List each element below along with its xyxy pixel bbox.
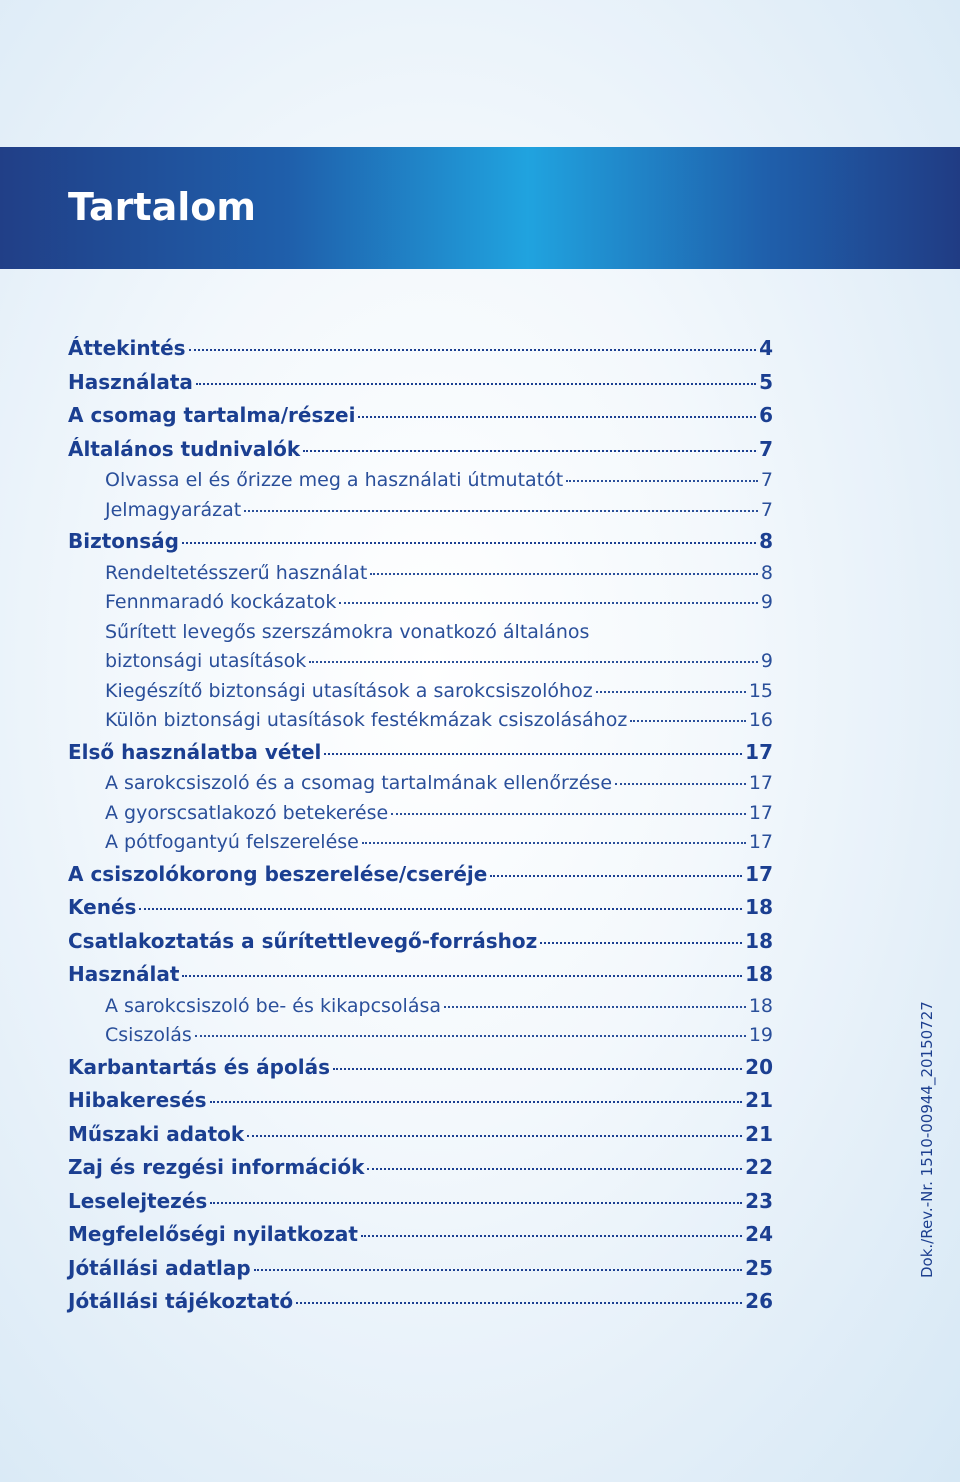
toc-entry[interactable] — [68, 1285, 773, 1319]
toc-entry-label: Jótállási tájékoztató — [68, 1289, 294, 1313]
toc-entry[interactable] — [68, 525, 773, 559]
toc-entry-label: A pótfogantyú felszerelése — [105, 831, 359, 853]
toc-entry-label: A csiszolókorong beszerelése/cseréje — [68, 861, 488, 886]
toc-page-number: 7 — [759, 436, 773, 461]
dot-leader — [195, 1035, 746, 1037]
toc-subentry[interactable] — [68, 647, 773, 677]
toc-page-number: 18 — [745, 962, 773, 986]
toc-entry-label: A gyorscsatlakozó betekerése — [105, 801, 389, 824]
dot-leader — [210, 1202, 742, 1204]
toc-entry-label: Kiegészítő biztonsági utasítások a sarokcsiszolóhoz — [105, 679, 593, 702]
toc-page-number: 25 — [745, 1255, 773, 1280]
dot-leader — [303, 450, 756, 452]
toc-subentry[interactable] — [68, 706, 773, 736]
dot-leader — [540, 942, 742, 944]
toc-page-number: 18 — [745, 928, 773, 953]
toc-entry-label: Műszaki adatok — [68, 1121, 245, 1146]
toc-page-number: 21 — [745, 1121, 773, 1146]
toc-page-number: 26 — [745, 1289, 773, 1313]
dot-leader — [615, 783, 746, 785]
toc-entry-label: Áttekintés — [68, 336, 186, 360]
document-number: Dok./Rev.-Nr. 1510-00944_20150727 — [918, 1001, 936, 1278]
toc-entry[interactable] — [68, 1252, 773, 1286]
toc-entry-label: Használata — [68, 369, 193, 394]
toc-page-number: 21 — [745, 1088, 773, 1112]
toc-page-number: 18 — [745, 895, 773, 919]
toc-subentry[interactable] — [68, 799, 773, 829]
toc-entry[interactable] — [68, 1185, 773, 1219]
dot-leader — [296, 1302, 742, 1304]
toc-entry[interactable] — [68, 366, 773, 400]
toc-entry[interactable] — [68, 1218, 773, 1252]
toc-entry-label: Külön biztonsági utasítások festékmázak csiszolásához — [105, 709, 628, 731]
toc-entry-label: A csomag tartalma/részei — [68, 403, 356, 427]
toc-page-number: 17 — [748, 831, 773, 853]
dot-leader — [189, 349, 756, 351]
dot-leader — [358, 416, 756, 418]
dot-leader — [370, 573, 758, 575]
dot-leader — [333, 1068, 742, 1070]
dot-leader — [210, 1101, 743, 1103]
toc-page-number: 8 — [760, 561, 773, 584]
toc-entry-label: Karbantartás és ápolás — [68, 1054, 330, 1079]
toc-page-number: 17 — [748, 801, 773, 824]
toc-entry[interactable] — [68, 891, 773, 925]
toc-entry-label: Megfelelőségi nyilatkozat — [68, 1222, 358, 1246]
dot-leader — [182, 542, 756, 544]
dot-leader — [490, 875, 742, 877]
toc-entry-label: Csatlakoztatás a sűrítettlevegő-forráshoz — [68, 928, 538, 953]
dot-leader — [254, 1269, 742, 1271]
toc-entry[interactable] — [68, 332, 773, 366]
toc-page-number: 17 — [745, 739, 773, 764]
toc-page-number: 7 — [760, 469, 773, 491]
toc-entry-label: Csiszolás — [105, 1024, 192, 1046]
toc-entry-label: Leselejtezés — [68, 1188, 208, 1213]
toc-entry-label: Általános tudnivalók — [68, 436, 301, 461]
toc-entry-label: Első használatba vétel — [68, 739, 322, 764]
toc-subentry[interactable] — [68, 828, 773, 858]
toc-entry[interactable] — [68, 1084, 773, 1118]
dot-leader — [139, 908, 742, 910]
toc-page-number: 22 — [745, 1155, 773, 1179]
toc-page-number: 19 — [748, 1024, 773, 1046]
toc-entry[interactable] — [68, 736, 773, 770]
dot-leader — [391, 813, 746, 815]
toc-page-number: 18 — [748, 994, 773, 1017]
dot-leader — [182, 975, 742, 977]
dot-leader — [362, 842, 746, 844]
toc-entry-label: Zaj és rezgési információk — [68, 1155, 365, 1179]
toc-page-number: 17 — [748, 772, 773, 794]
page-title: Tartalom — [68, 185, 256, 229]
dot-leader — [247, 1135, 742, 1137]
dot-leader — [630, 720, 745, 722]
toc-entry-label: Sűrített levegős szerszámokra vonatkozó általános — [105, 620, 590, 643]
dot-leader — [367, 1168, 742, 1170]
toc-page-number: 5 — [759, 369, 773, 394]
toc-entry-label: Jelmagyarázat — [105, 498, 242, 521]
toc-entry-label: A sarokcsiszoló és a csomag tartalmának ellenőrzése — [105, 772, 613, 794]
toc-entry[interactable] — [68, 1051, 773, 1085]
toc-page-number: 9 — [760, 591, 773, 613]
toc-subentry[interactable] — [68, 496, 773, 526]
toc-page-number: 24 — [745, 1222, 773, 1246]
toc-entry[interactable] — [68, 433, 773, 467]
toc-page-number: 23 — [745, 1188, 773, 1213]
toc-page-number: 6 — [759, 403, 773, 427]
toc-page-number: 20 — [745, 1054, 773, 1079]
dot-leader — [339, 602, 758, 604]
dot-leader — [196, 383, 756, 385]
toc-entry[interactable] — [68, 925, 773, 959]
toc-subentry[interactable] — [68, 559, 773, 589]
dot-leader — [324, 753, 742, 755]
dot-leader — [244, 510, 758, 512]
toc-entry-label: Fennmaradó kockázatok — [105, 591, 337, 613]
toc-page-number: 4 — [759, 336, 773, 360]
toc-entry-label: Olvassa el és őrizze meg a használati útmutatót — [105, 469, 564, 491]
toc-entry[interactable] — [68, 1118, 773, 1152]
toc-page-number: 15 — [748, 679, 773, 702]
dot-leader — [566, 480, 758, 482]
toc-entry-label: A sarokcsiszoló be- és kikapcsolása — [105, 994, 442, 1017]
toc-entry-label: biztonsági utasítások — [105, 650, 307, 672]
toc-entry-label: Kenés — [68, 895, 137, 919]
toc-entry-label: Jótállási adatlap — [68, 1255, 251, 1280]
toc-subentry[interactable] — [68, 677, 773, 707]
dot-leader — [309, 661, 758, 663]
header-banner — [0, 147, 960, 269]
dot-leader — [596, 691, 746, 693]
toc-entry-label: Biztonság — [68, 529, 179, 553]
toc-page-number: 16 — [748, 709, 773, 731]
toc-subentry[interactable] — [68, 992, 773, 1022]
toc-page-number: 9 — [760, 650, 773, 672]
toc-entry-label: Rendeltetésszerű használat — [105, 561, 368, 584]
toc-entry[interactable] — [68, 1151, 773, 1185]
toc-entry-label: Hibakeresés — [68, 1088, 207, 1112]
toc-entry[interactable] — [68, 399, 773, 433]
toc-subentry[interactable] — [68, 588, 773, 618]
dot-leader — [361, 1235, 742, 1237]
toc-page-number: 7 — [760, 498, 773, 521]
table-of-contents — [68, 332, 773, 1319]
toc-subentry[interactable] — [68, 618, 773, 648]
toc-subentry[interactable] — [68, 769, 773, 799]
toc-entry[interactable] — [68, 958, 773, 992]
toc-entry[interactable] — [68, 858, 773, 892]
toc-page-number: 17 — [745, 861, 773, 886]
toc-entry-label: Használat — [68, 962, 180, 986]
dot-leader — [444, 1006, 746, 1008]
toc-subentry[interactable] — [68, 1021, 773, 1051]
toc-page-number: 8 — [759, 529, 773, 553]
toc-subentry[interactable] — [68, 466, 773, 496]
